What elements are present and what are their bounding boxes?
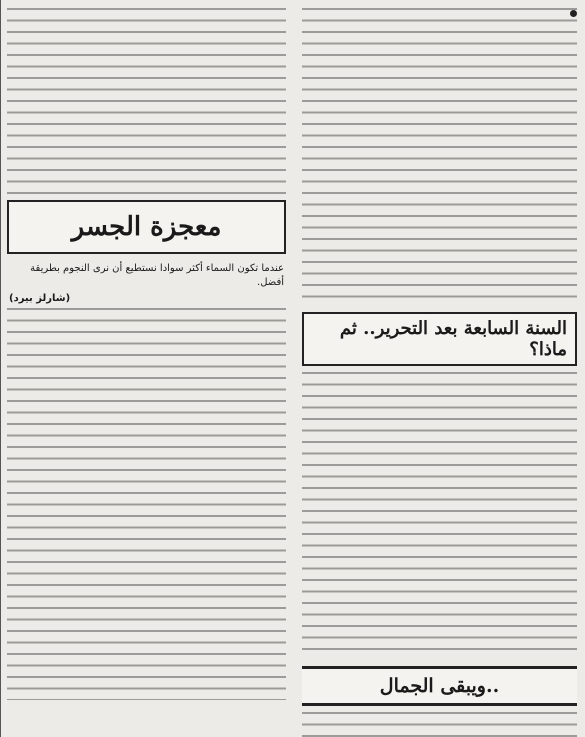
article-body-intro: [302, 8, 577, 306]
headline-seventh-year: [302, 312, 577, 366]
article-body-beauty-remains: [302, 712, 577, 737]
article-body-seventh-year: [302, 372, 577, 658]
headline-bridge-miracle: [7, 200, 286, 254]
article-body-continued: [7, 8, 286, 194]
headline-seventh-year-text: السنة السابعة بعد التحرير.. ثم ماذا؟: [339, 318, 567, 360]
headline-beauty-remains-text: ..ويبقى الجمال: [379, 675, 500, 697]
epigraph-attribution: (شارلز بيرد): [9, 293, 71, 304]
article-body-bridge-miracle: [7, 308, 286, 700]
headline-bridge-miracle-text: معجزة الجسر: [71, 212, 222, 242]
epigraph-quote: عندما تكون السماء أكثر سوادا نستطيع أن نرى النجوم بطريقة أفضل.: [30, 263, 284, 288]
headline-beauty-remains: [302, 666, 577, 706]
column-right: [294, 0, 585, 737]
